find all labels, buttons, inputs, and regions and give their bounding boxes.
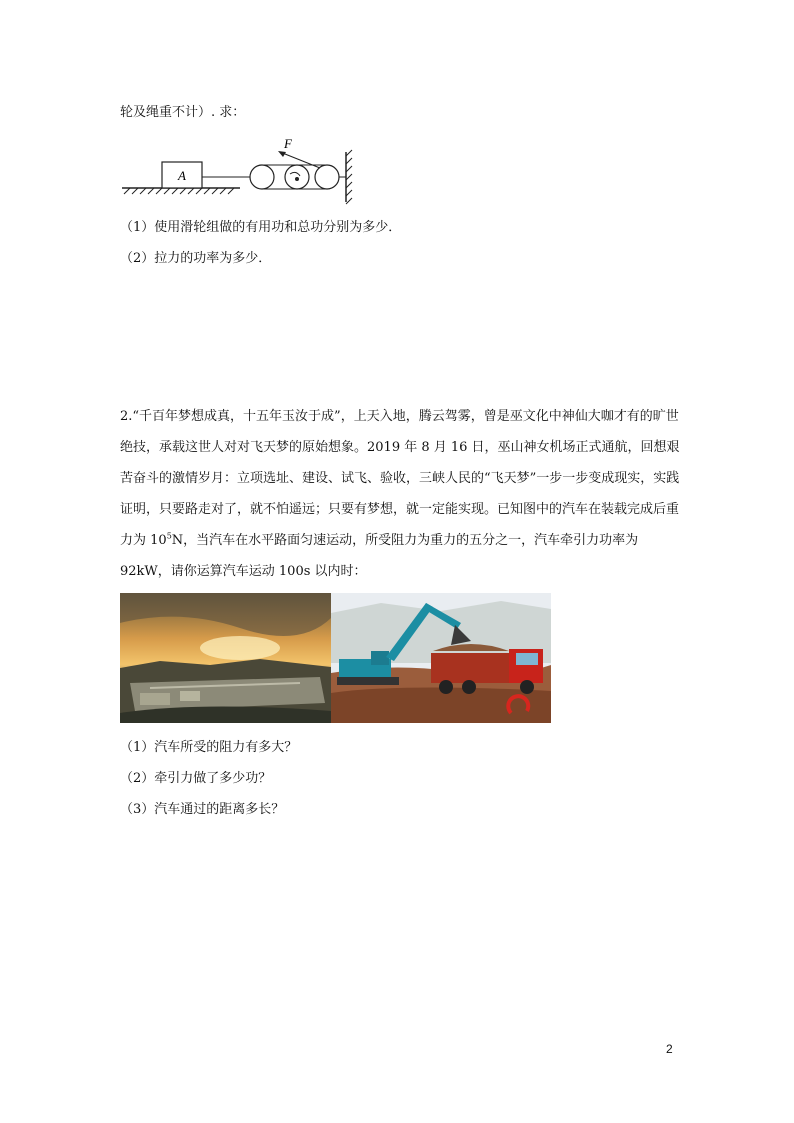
page-number: 2: [666, 1042, 673, 1056]
problem-2-tail: N，当汽车在水平路面匀速运动，所受阻力为重力的五分之一，汽车牵引力功率为 92kW，请你运算汽车运动 100s 以内时：: [120, 533, 639, 579]
pulley-left: [250, 165, 274, 189]
q2-item-3: （3）汽车通过的距离多长？: [120, 802, 285, 817]
q1-item-1: （1）使用滑轮组做的有用功和总功分别为多少．: [120, 220, 402, 235]
pulley-right: [315, 165, 339, 189]
excavator-truck-photo: [331, 593, 551, 723]
airport-photo: [120, 593, 331, 723]
problem-2-lead: 2.“千百年梦想成真，十五年玉汝于成”，上天入地，腾云驾雾，曾是巫文化中神仙大咖才有的旷世绝技，承载这世人对对飞天梦的原始想象。2019 年 8 月 16 日，巫山神女机场正式通航，回想艰苦奋斗的激情岁月：立项选址、建设、试飞、验收，三峡人民的“飞天梦”一步一步变成现实，实践证明，只要路走对了，就不怕遥远；只要有梦想，就一定能实现。已知图中的汽车在装载完成后重力为 10: [120, 409, 680, 548]
problem-2-text: [120, 401, 680, 587]
q1-item-2: （2）拉力的功率为多少．: [120, 251, 272, 266]
q2-item-1: （1）汽车所受的阻力有多大？: [120, 740, 298, 755]
block-a-label: A: [178, 168, 186, 183]
problem-1-tail: 轮及绳重不计）. 求：: [120, 105, 246, 120]
weight-exponent: 5: [166, 531, 172, 541]
force-label: F: [284, 136, 292, 151]
pulley-diagram: [120, 130, 360, 205]
q2-item-2: （2）牵引力做了多少功？: [120, 771, 272, 786]
